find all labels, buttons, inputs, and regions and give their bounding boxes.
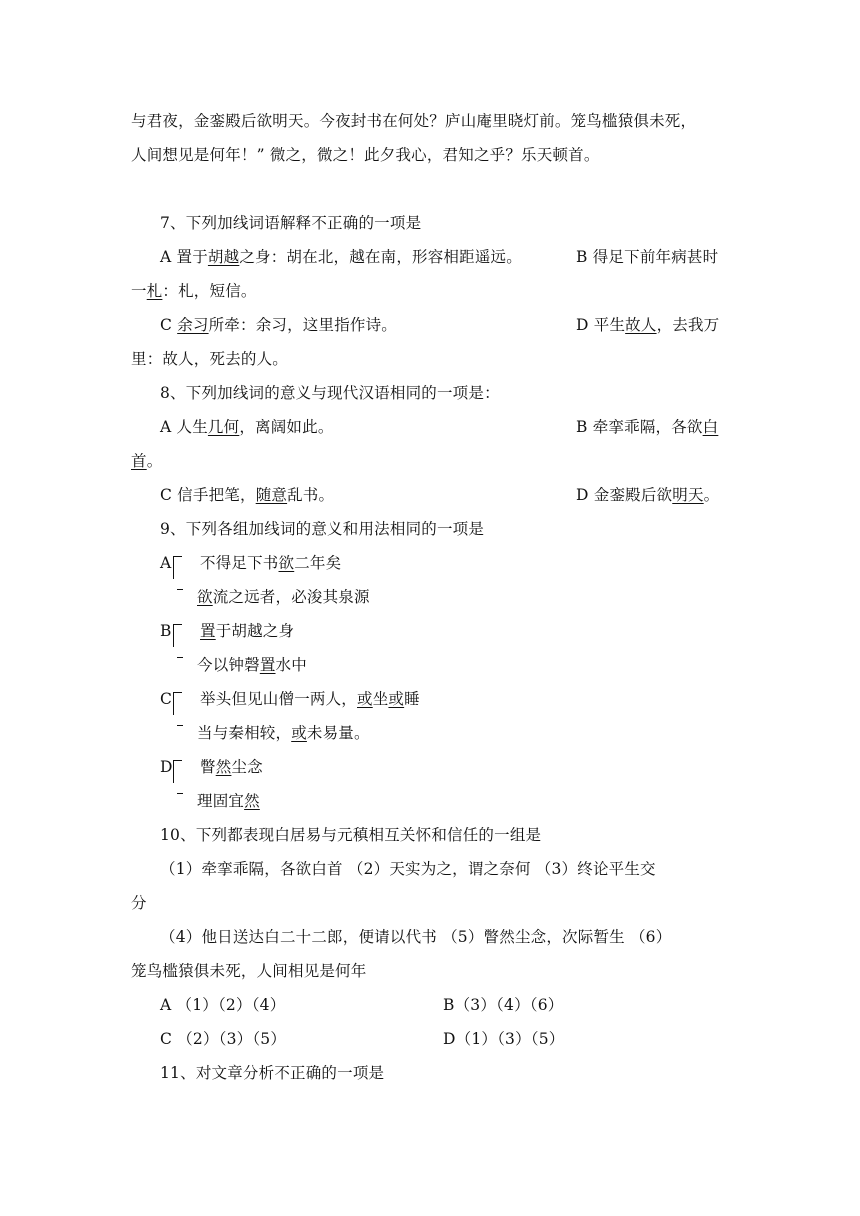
q8-b-cont-post: 。 xyxy=(146,452,163,470)
q8-c-underlined: 随意 xyxy=(255,486,288,504)
q8-d-post: 。 xyxy=(703,486,720,504)
q9-stem: 9、下列各组加线词的意义和用法相同的一项是 xyxy=(160,520,485,538)
q9-b2-pre: 今以钟磬 xyxy=(197,656,260,674)
q9-a2-underlined: 欲 xyxy=(197,588,213,606)
q9-c1-post: 睡 xyxy=(404,690,420,708)
q10-answer-b: B（3）（4）（6） xyxy=(443,996,564,1014)
q9-b1-post: 于胡越之身 xyxy=(215,622,295,640)
q9-group-c-letter: C xyxy=(160,690,173,708)
q9-group-b-letter: B xyxy=(160,622,172,640)
q7-b-underlined: 札 xyxy=(146,282,163,300)
q9-d2-pre: 理固宜 xyxy=(197,792,245,810)
q7-a-post: 之身：胡在北，越在南，形容相距遥远。 xyxy=(239,248,522,266)
q8-c-post: 乱书。 xyxy=(287,486,335,504)
q9-a2-post: 流之远者，必浚其泉源 xyxy=(212,588,370,606)
q8-c-pre: C 信手把笔， xyxy=(160,486,256,504)
q8-b-cont-underlined: 首 xyxy=(131,452,147,470)
q9-c2-pre: 当与秦相较， xyxy=(197,724,292,742)
q8-d-pre: D 金銮殿后欲 xyxy=(576,486,673,504)
q9-b2-underlined: 置 xyxy=(259,656,276,674)
q9-group-d-letter: D xyxy=(160,758,173,776)
q9-d2-underlined: 然 xyxy=(244,792,260,810)
q7-d-underlined: 故人 xyxy=(625,316,657,334)
q9-group-c-line-2 xyxy=(197,723,370,743)
q10-answer-a: A （1）（2）（4） xyxy=(160,996,286,1014)
q9-group-d-dash xyxy=(177,793,183,794)
q9-group-c-line-1 xyxy=(200,689,420,709)
q7-d-pre: D 平生 xyxy=(576,316,626,334)
q9-group-c-brace xyxy=(173,692,182,715)
q9-a1-pre: 不得足下书 xyxy=(200,554,279,572)
q9-group-a-line-2 xyxy=(197,587,370,607)
q7-a-pre: A 置于 xyxy=(160,248,208,266)
q9-group-a-brace xyxy=(173,556,182,579)
q9-group-b-line-2 xyxy=(197,655,307,675)
q9-group-b-line-1 xyxy=(200,621,294,641)
q8-option-a xyxy=(160,417,334,437)
q7-option-b: B 得足下前年病甚时 xyxy=(576,248,719,266)
q9-b2-post: 水中 xyxy=(275,656,307,674)
q7-b-cont-pre: 一 xyxy=(131,282,147,300)
q9-d1-pre: 瞥 xyxy=(200,758,216,776)
q9-c2-post: 未易量。 xyxy=(306,724,370,742)
q7-a-underlined: 胡越 xyxy=(207,248,240,266)
q9-a1-underlined: 欲 xyxy=(278,554,295,572)
q8-d-underlined: 明天 xyxy=(672,486,704,504)
q9-group-a-dash xyxy=(177,589,183,590)
q9-c1-underlined: 或 xyxy=(357,690,373,708)
q7-d-post: ，去我万 xyxy=(656,316,720,334)
q7-option-c xyxy=(160,315,397,335)
q9-group-a-letter: A xyxy=(160,554,172,572)
q9-c2-underlined: 或 xyxy=(291,724,307,742)
q7-c-post: 所牵：余习，这里指作诗。 xyxy=(208,316,397,334)
q7-c-pre: C xyxy=(160,316,178,334)
q10-options-line-2: （4）他日送达白二十二郎，便请以代书 （5）瞥然尘念，次际暂生 （6） xyxy=(160,928,672,946)
q9-group-a-line-1 xyxy=(200,553,341,573)
q10-answer-d: D（1）（3）（5） xyxy=(443,1030,565,1048)
q8-b-underlined: 白 xyxy=(702,418,719,436)
q9-group-b-brace xyxy=(173,624,182,647)
q9-group-d-line-1 xyxy=(200,757,263,777)
q8-stem: 8、下列加线词的意义与现代汉语相同的一项是： xyxy=(160,384,500,402)
q7-option-d-cont: 里：故人，死去的人。 xyxy=(131,350,289,368)
intro-line-2: 人间想见是何年！” 微之，微之！此夕我心，君知之乎？乐天顿首。 xyxy=(131,146,600,164)
q8-option-c xyxy=(160,485,334,505)
q8-a-post: ，离阔如此。 xyxy=(239,418,334,436)
q9-group-b-dash xyxy=(177,657,183,658)
q8-option-b xyxy=(576,417,718,437)
q8-b-pre: B 牵挛乖隔，各欲 xyxy=(576,418,703,436)
q10-options-line-1: （1）牵挛乖隔，各欲白首 （2）天实为之，谓之奈何 （3）终论平生交 xyxy=(160,860,656,878)
q8-a-pre: A 人生 xyxy=(160,418,208,436)
q8-option-b-cont xyxy=(131,451,162,471)
q8-a-underlined: 几何 xyxy=(207,418,240,436)
q10-stem: 10、下列都表现白居易与元稹相互关怀和信任的一组是 xyxy=(160,826,542,844)
q7-option-b-cont xyxy=(131,281,257,301)
q7-option-d xyxy=(576,315,719,335)
q8-option-d xyxy=(576,485,719,505)
q9-c1-pre: 举头但见山僧一两人， xyxy=(200,690,358,708)
q11-stem: 11、对文章分析不正确的一项是 xyxy=(160,1064,385,1082)
q9-group-d-brace xyxy=(173,760,182,783)
q9-d1-post: 尘念 xyxy=(231,758,263,776)
q7-b-cont-post: ：札，短信。 xyxy=(162,282,257,300)
q10-options-line-2-cont: 笼鸟槛猿俱未死，人间相见是何年 xyxy=(131,962,367,980)
q7-option-a xyxy=(160,247,522,267)
q10-options-line-1-cont: 分 xyxy=(131,894,147,912)
q7-stem: 7、下列加线词语解释不正确的一项是 xyxy=(160,214,422,232)
q9-c1-mid: 坐 xyxy=(372,690,389,708)
q7-c-underlined: 余习 xyxy=(177,316,209,334)
q9-a1-post: 二年矣 xyxy=(294,554,342,572)
q9-b1-underlined: 置 xyxy=(200,622,216,640)
q9-group-d-line-2 xyxy=(197,791,260,811)
q9-d1-underlined: 然 xyxy=(215,758,232,776)
intro-line-1: 与君夜，金銮殿后欲明天。今夜封书在何处？庐山庵里晓灯前。笼鸟槛猿俱未死， xyxy=(131,112,697,130)
q9-group-c-dash xyxy=(177,725,183,726)
q9-c1-underlined-2: 或 xyxy=(388,690,405,708)
q10-answer-c: C （2）（3）（5） xyxy=(160,1030,287,1048)
